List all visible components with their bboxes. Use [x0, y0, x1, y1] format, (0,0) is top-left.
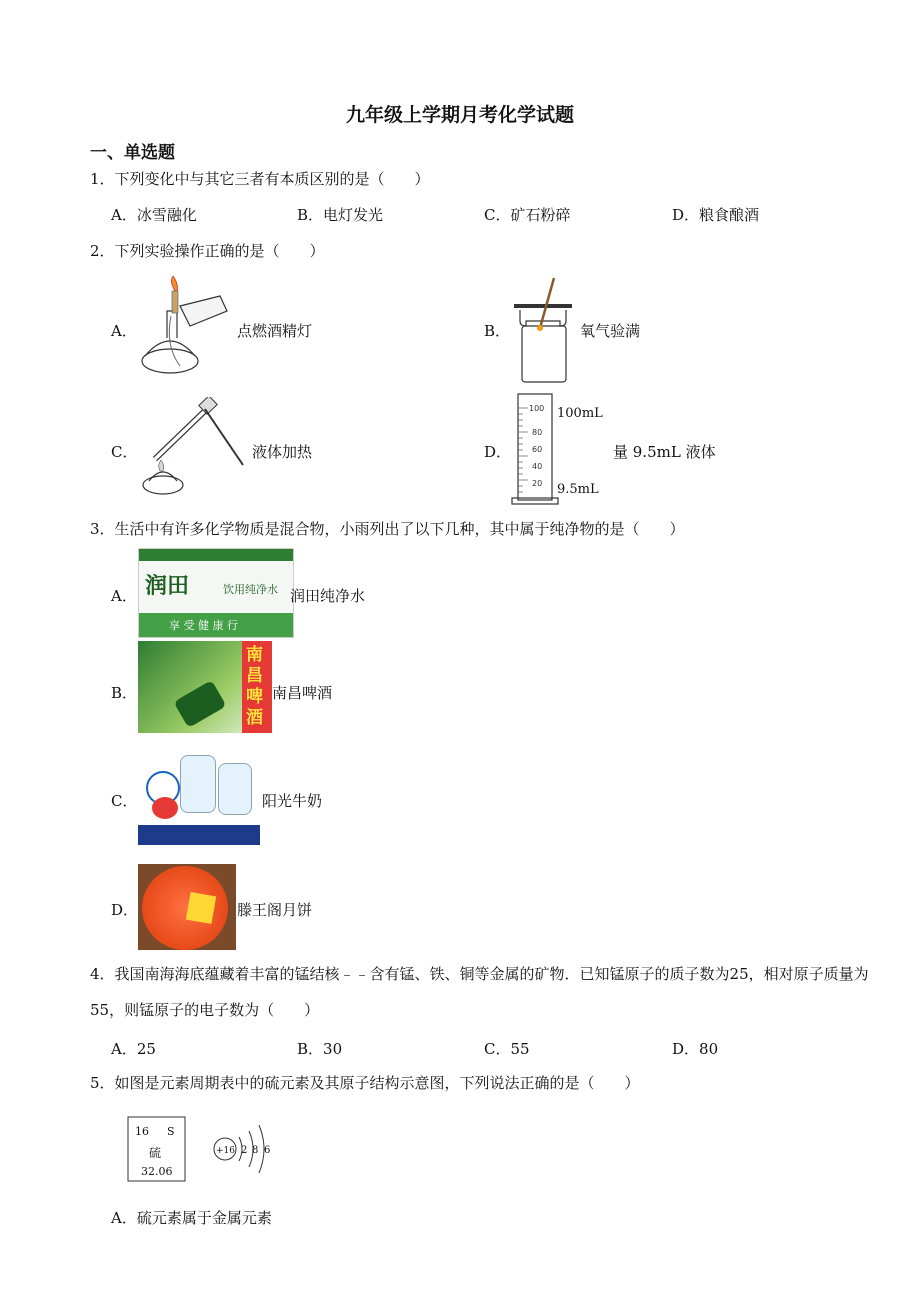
- q2-option-a-caption: 点燃酒精灯: [237, 322, 313, 340]
- liquid-heating-figure: [135, 397, 250, 502]
- element-atomic-number: 16: [135, 1125, 149, 1138]
- cylinder-tick-label: 40: [532, 462, 543, 471]
- beer-brand-vertical-text: 南昌啤酒: [246, 645, 263, 728]
- graduated-cylinder-figure: [510, 390, 610, 508]
- q2-option-d-letter[interactable]: D．: [484, 443, 512, 461]
- q2-option-a-letter[interactable]: A．: [111, 322, 137, 340]
- mooncake-box-image: [138, 864, 236, 950]
- q3-option-b-letter[interactable]: B．: [111, 684, 138, 702]
- cylinder-tick-label: 100: [529, 404, 545, 413]
- cylinder-tick-label: 80: [532, 428, 543, 437]
- q4-option-b[interactable]: B．30: [297, 1040, 343, 1058]
- sulfur-element-figure: [125, 1105, 285, 1185]
- nucleus-charge: +16: [216, 1146, 235, 1156]
- water-brand-mark: 润田: [145, 574, 190, 599]
- q3-option-b-caption: 南昌啤酒: [272, 684, 333, 702]
- electron-shell-count: 2: [241, 1145, 248, 1156]
- q2-option-b-caption: 氧气验满: [580, 322, 641, 340]
- alcohol-lamp-lighting-figure: [135, 276, 235, 381]
- q1-option-b[interactable]: B．电灯发光: [297, 206, 384, 224]
- q1-option-a[interactable]: A．冰雪融化: [111, 206, 197, 224]
- q3-option-a-caption: 润田纯净水: [290, 587, 366, 605]
- section-heading: 一、单选题: [90, 143, 175, 163]
- water-label-band: 享 受 健 康 行: [169, 619, 238, 632]
- oxygen-test-bottle-figure: [512, 276, 577, 386]
- cylinder-top-label: 100mL: [557, 406, 603, 421]
- electron-shell-count: 8: [252, 1145, 259, 1156]
- water-bottle-label-image: [138, 548, 294, 638]
- q1-option-d[interactable]: D．粮食酿酒: [672, 206, 760, 224]
- q2-option-c-caption: 液体加热: [252, 443, 313, 461]
- electron-shell-count: 6: [264, 1145, 271, 1156]
- q3-option-a-letter[interactable]: A．: [111, 587, 137, 605]
- q2-option-c-letter[interactable]: C．: [111, 443, 138, 461]
- q3-option-c-caption: 阳光牛奶: [262, 792, 323, 810]
- question-3-stem: 3．生活中有许多化学物质是混合物，小雨列出了以下几种，其中属于纯净物的是（ ）: [90, 520, 685, 538]
- milk-ad-image: [138, 751, 260, 845]
- element-atomic-mass: 32.06: [141, 1165, 173, 1178]
- q3-option-d-caption: 滕王阁月饼: [237, 901, 313, 919]
- water-label-subtitle: 饮用纯净水: [223, 583, 278, 596]
- q2-option-b-letter[interactable]: B．: [484, 322, 511, 340]
- cylinder-bottom-label: 9.5mL: [557, 482, 599, 497]
- q2-option-d-caption: 量 9.5mL 液体: [613, 443, 716, 461]
- q3-option-c-letter[interactable]: C．: [111, 792, 138, 810]
- cylinder-tick-label: 20: [532, 479, 543, 488]
- q4-option-d[interactable]: D．80: [672, 1040, 719, 1058]
- question-2-stem: 2．下列实验操作正确的是（ ）: [90, 242, 325, 260]
- element-symbol: S: [167, 1125, 175, 1138]
- q5-option-a[interactable]: A．硫元素属于金属元素: [111, 1209, 272, 1227]
- q1-option-c[interactable]: C．矿石粉碎: [484, 206, 571, 224]
- q3-option-d-letter[interactable]: D．: [111, 901, 139, 919]
- cylinder-tick-label: 60: [532, 445, 543, 454]
- beer-ad-image: [138, 641, 272, 733]
- q4-option-a[interactable]: A．25: [111, 1040, 156, 1058]
- question-4-stem: 4．我国南海海底蕴藏着丰富的锰结核﹣﹣含有锰、铁、铜等金属的矿物．已知锰原子的质子数为25，相对原子质量为55，则锰原子的电子数为（ ）: [90, 965, 869, 1019]
- page-title: 九年级上学期月考化学试题: [345, 104, 574, 126]
- q4-option-c[interactable]: C．55: [484, 1040, 530, 1058]
- question-1-stem: 1．下列变化中与其它三者有本质区别的是（ ）: [90, 170, 430, 188]
- element-name: 硫: [149, 1146, 162, 1160]
- question-5-stem: 5．如图是元素周期表中的硫元素及其原子结构示意图，下列说法正确的是（ ）: [90, 1074, 640, 1092]
